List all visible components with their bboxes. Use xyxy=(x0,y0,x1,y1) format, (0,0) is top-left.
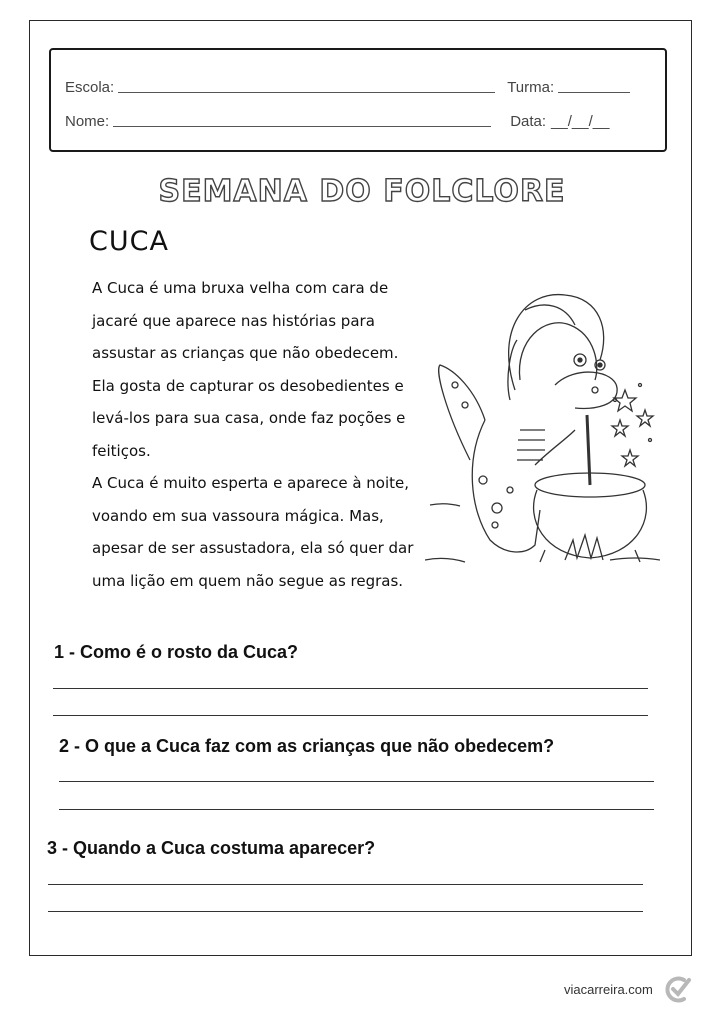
question-1: 1 - Como é o rosto da Cuca? xyxy=(54,642,299,662)
name-row xyxy=(65,108,651,130)
story-paragraph: A Cuca é muito esperta e aparece à noite, voando em sua vassoura mágica. Mas, apesar de ser assustadora, ela só quer dar uma lição em quem não segue as regras. xyxy=(92,474,414,590)
school-row xyxy=(65,74,651,96)
footer-site-link[interactable]: viacarreira.com xyxy=(564,982,653,997)
class-field[interactable] xyxy=(558,78,630,93)
answer-line-2b[interactable] xyxy=(59,809,654,810)
question-3: 3 - Quando a Cuca costuma aparecer? xyxy=(47,838,376,858)
name-label: Nome: xyxy=(65,113,110,130)
answer-line-3b[interactable] xyxy=(48,911,643,912)
name-field[interactable] xyxy=(113,112,491,127)
story-paragraph: A Cuca é uma bruxa velha com cara de jacaré que aparece nas histórias para assustar as crianças que não obedecem. Ela gosta de capturar os desobedientes e levá-los para sua casa, onde faz poções e feitiços. xyxy=(92,279,406,460)
cuca-illustration xyxy=(425,270,660,570)
school-label: Escola: xyxy=(65,79,115,96)
tail-icon xyxy=(439,365,485,460)
school-field[interactable] xyxy=(118,78,495,93)
answer-line-3a[interactable] xyxy=(48,884,643,885)
answer-line-2a[interactable] xyxy=(59,781,654,782)
answer-line-1b[interactable] xyxy=(53,715,648,716)
story-text xyxy=(56,272,416,597)
date-label: Data: xyxy=(510,113,547,130)
answer-line-1a[interactable] xyxy=(53,688,648,689)
page-title: SEMANA DO FOLCLORE xyxy=(158,174,566,209)
class-label: Turma: xyxy=(507,79,555,96)
date-field[interactable]: __/__/__ xyxy=(551,113,610,130)
check-c-logo-icon xyxy=(662,974,692,1004)
student-info-box xyxy=(49,48,667,152)
story-title: CUCA xyxy=(89,226,169,257)
question-2: 2 - O que a Cuca faz com as crianças que não obedecem? xyxy=(59,736,555,756)
